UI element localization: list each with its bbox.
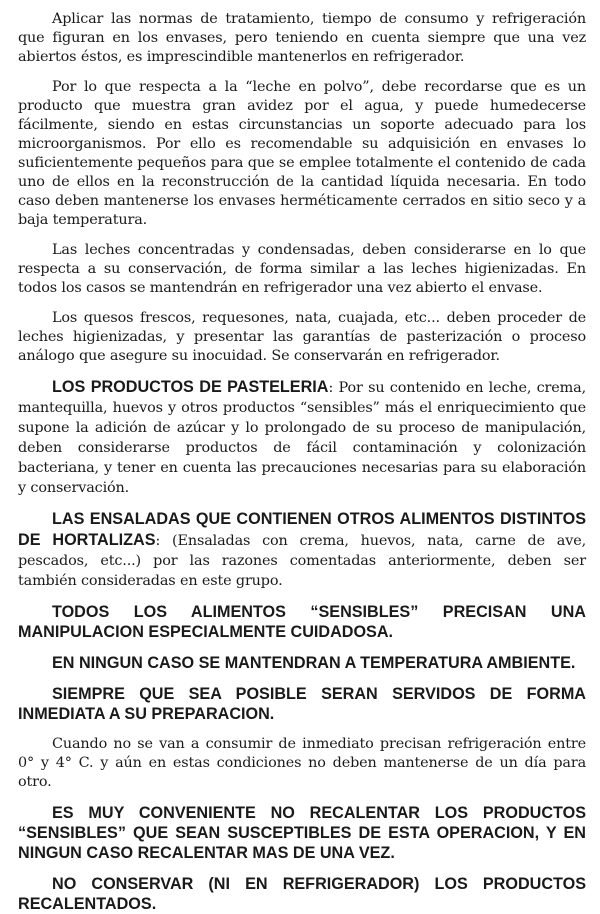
paragraph-salads [18, 509, 586, 591]
salads-heading: LAS ENSALADAS QUE CONTIENEN OTROS ALIMENTOS DISTINTOS DE HORTALIZAS [18, 510, 586, 549]
paragraph-refrigeration: Cuando no se van a consumir de inmediato precisan refrigeración entre 0° y 4° C. y aún en estas condiciones no deben mantenerse de un día para otro. [18, 736, 586, 790]
warning-careful-handling: TODOS LOS ALIMENTOS “SENSIBLES” PRECISAN UNA MANIPULACION ESPECIALMENTE CUIDADOSA. [18, 603, 586, 641]
pastry-heading: LOS PRODUCTOS DE PASTELERIA [52, 378, 329, 396]
warning-serve-immediately: SIEMPRE QUE SEA POSIBLE SERAN SERVIDOS DE FORMA INMEDIATA A SU PREPARACION. [18, 685, 586, 723]
pastry-body: : Por su contenido en leche, crema, mantequilla, huevos y otros productos “sensibles” más el enriquecimiento que supone la adición de azúcar y lo prolongado de su proceso de manipulación, deben considerarse productos de fácil contaminación y colonización bacteriana, y tener en cuenta las precauciones necesarias para su elaboración y conservación. [18, 380, 586, 496]
paragraph-condensed-milk: Las leches concentradas y condensadas, deben considerarse en lo que respecta a su conservación, de forma similar a las leches higienizadas. En todos los casos se mantendrán en refrigerador una vez abierto el envase. [18, 242, 586, 296]
salads-body: : (Ensaladas con crema, huevos, nata, carne de ave, pescados, etc...) por las razones comentadas anteriormente, deben ser también consideradas en este grupo. [18, 533, 586, 589]
warning-room-temperature: EN NINGUN CASO SE MANTENDRAN A TEMPERATURA AMBIENTE. [52, 654, 576, 672]
warning-no-storing-reheated: NO CONSERVAR (NI EN REFRIGERADOR) LOS PRODUCTOS RECALENTADOS. [18, 875, 586, 913]
paragraph-powdered-milk: Por lo que respecta a la “leche en polvo”, debe recordarse que es un producto que muestra gran avidez por el agua, y puede humedecerse fácilmente, siendo en estas circunstancias un soporte adecuado para los microorganismos. Por ello es recomendable su adquisición en envases lo suficientemente pequeños para que se emplee totalmente el contenido de cada uno de ellos en la reconstrucción de la cantidad líquida necesaria. En todo caso deben mantenerse los envases herméticamente cerrados en sitio seco y a baja temperatura. [18, 79, 586, 228]
paragraph-fresh-cheese: Los quesos frescos, requesones, nata, cuajada, etc... deben proceder de leches higienizadas, y presentar las garantías de pasterización o proceso análogo que asegure su inocuidad. Se conservarán en refrigerador. [18, 310, 586, 364]
paragraph-storage-rules: Aplicar las normas de tratamiento, tiempo de consumo y refrigeración que figuran en los envases, pero teniendo en cuenta siempre que una vez abiertos éstos, es imprescindible mantenerlos en refrigerador. [18, 11, 586, 65]
paragraph-pastry [18, 377, 586, 498]
warning-reheating: ES MUY CONVENIENTE NO RECALENTAR LOS PRODUCTOS “SENSIBLES” QUE SEAN SUSCEPTIBLES DE ESTA OPERACION, Y EN NINGUN CASO RECALENTAR MAS DE UNA VEZ. [18, 804, 586, 862]
